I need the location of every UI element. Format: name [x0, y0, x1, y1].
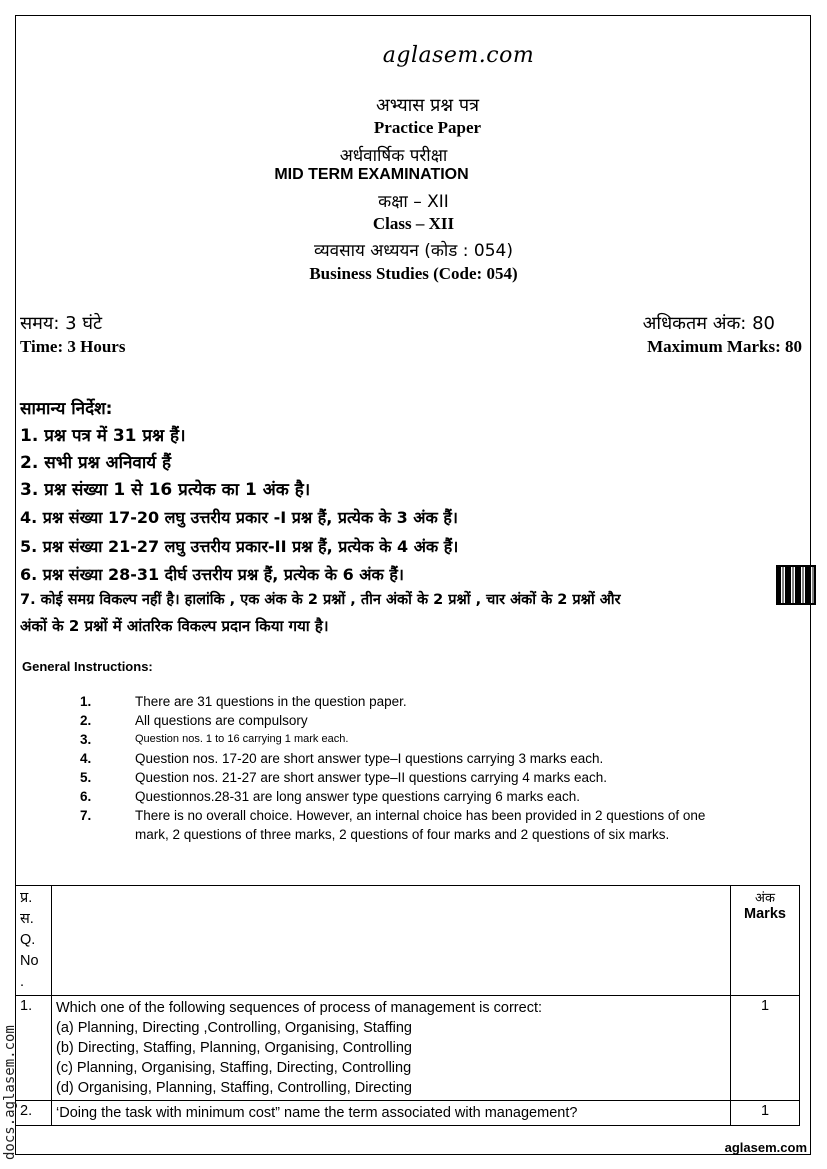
- list-item-text: Question nos. 1 to 16 carrying 1 mark each.: [135, 733, 349, 745]
- question-text: [52, 996, 731, 1101]
- header-no-line: Q.: [20, 932, 36, 948]
- subject-title: Business Studies (Code: 054): [309, 264, 518, 283]
- question-number: 2.: [16, 1101, 52, 1126]
- hindi-class: कक्षा – XII: [378, 192, 449, 212]
- time-english: Time: 3 Hours: [20, 337, 126, 356]
- hindi-instruction-6: 6. प्रश्न संख्या 28-31 दीर्घ उत्तरीय प्रश्न हैं, प्रत्येक के 6 अंक हैं।: [20, 565, 404, 584]
- question-number: 1.: [16, 996, 52, 1101]
- list-item-number: 2.: [80, 713, 92, 728]
- table-header-row: [16, 886, 800, 996]
- list-item-text: There are 31 questions in the question paper.: [135, 694, 407, 709]
- question-marks: 1: [731, 996, 800, 1101]
- hindi-instruction-7-cont: अंकों के 2 प्रश्नों में आंतरिक विकल्प प्रदान किया गया है।: [20, 617, 329, 635]
- list-item-number: 4.: [80, 751, 92, 766]
- exam-title: MID TERM EXAMINATION: [274, 166, 469, 183]
- list-item: [80, 749, 720, 768]
- list-item: [80, 711, 720, 730]
- question-line: Which one of the following sequences of process of management is correct:: [56, 1000, 543, 1016]
- hindi-instruction-3: 3. प्रश्न संख्या 1 से 16 प्रत्येक का 1 अंक है।: [20, 480, 311, 500]
- list-item-number: 5.: [80, 770, 92, 785]
- option-b: (b) Directing, Staffing, Planning, Organising, Controlling: [56, 1040, 412, 1056]
- marks-header: [731, 886, 800, 996]
- table-row: [16, 1101, 800, 1126]
- hindi-instruction-2: 2. सभी प्रश्न अनिवार्य हैं: [20, 453, 172, 473]
- list-item-number: 1.: [80, 694, 92, 709]
- site-logo: aglasem.com: [382, 43, 535, 68]
- marks-header-hindi: अंक: [755, 891, 775, 906]
- question-header-cell: [52, 886, 731, 996]
- question-line: ‘Doing the task with minimum cost” name the term associated with management?: [56, 1105, 578, 1121]
- list-item-number: 3.: [80, 732, 92, 747]
- option-d: (d) Organising, Planning, Staffing, Controlling, Directing: [56, 1080, 412, 1096]
- list-item: [80, 768, 720, 787]
- question-marks: 1: [731, 1101, 800, 1126]
- time-hindi: समय: 3 घंटे: [20, 313, 103, 334]
- list-item: [80, 730, 720, 749]
- header-no-line: स.: [20, 911, 34, 927]
- header-no-line: प्र.: [20, 890, 33, 906]
- header-no-line: No: [20, 953, 39, 969]
- option-c: (c) Planning, Organising, Staffing, Directing, Controlling: [56, 1060, 412, 1076]
- option-a: (a) Planning, Directing ,Controlling, Organising, Staffing: [56, 1020, 412, 1036]
- list-item-text: All questions are compulsory: [135, 713, 308, 728]
- list-item: [80, 692, 720, 711]
- list-item-number: 7.: [80, 808, 92, 823]
- hindi-exam-title: अर्धवार्षिक परीक्षा: [339, 146, 448, 166]
- hindi-instruction-1: 1. प्रश्न पत्र में 31 प्रश्न हैं।: [20, 426, 186, 446]
- list-item-text: There is no overall choice. However, an internal choice has been provided in 2 questions of one mark, 2 questions of three marks, 2 questions of four marks and 2 questions of six marks.: [135, 808, 706, 842]
- question-number-header: [16, 886, 52, 996]
- hindi-subject: व्यवसाय अध्ययन (कोड : 054): [313, 241, 514, 261]
- hindi-instructions-heading: सामान्य निर्देश:: [20, 399, 113, 419]
- list-item-number: 6.: [80, 789, 92, 804]
- practice-paper-title: Practice Paper: [373, 118, 482, 137]
- header-no-line: .: [20, 974, 25, 990]
- qr-code-icon: [776, 565, 816, 605]
- side-watermark: docs.aglasem.com: [2, 1025, 18, 1160]
- general-instructions-heading: General Instructions:: [22, 659, 153, 674]
- list-item: [80, 787, 720, 806]
- max-marks-hindi: अधिकतम अंक: 80: [642, 313, 775, 334]
- list-item: [80, 806, 720, 844]
- class-title: Class – XII: [372, 214, 455, 233]
- max-marks-english: Maximum Marks: 80: [647, 337, 802, 356]
- hindi-instruction-5: 5. प्रश्न संख्या 21-27 लघु उत्तरीय प्रकार-II प्रश्न हैं, प्रत्येक के 4 अंक हैं।: [20, 537, 459, 556]
- hindi-paper-title: अभ्यास प्रश्न पत्र: [375, 95, 480, 116]
- marks-header-english: Marks: [744, 906, 786, 922]
- list-item-text: Question nos. 21-27 are short answer type–II questions carrying 4 marks each.: [135, 770, 607, 785]
- hindi-instruction-7: 7. कोई समग्र विकल्प नहीं है। हालांकि , एक अंक के 2 प्रश्नों , तीन अंकों के 2 प्रश्नों , चार अंकों के 2 प्रश्नों और: [20, 592, 621, 608]
- list-item-text: Question nos. 17-20 are short answer type–I questions carrying 3 marks each.: [135, 751, 604, 766]
- question-table: [15, 885, 800, 1126]
- hindi-instruction-4: 4. प्रश्न संख्या 17-20 लघु उत्तरीय प्रकार -I प्रश्न हैं, प्रत्येक के 3 अंक हैं।: [20, 508, 458, 527]
- general-instructions-list: [80, 692, 720, 844]
- list-item-text: Questionnos.28-31 are long answer type questions carrying 6 marks each.: [135, 789, 580, 804]
- table-row: [16, 996, 800, 1101]
- footer-site-link[interactable]: aglasem.com: [724, 1140, 807, 1155]
- question-text: [52, 1101, 731, 1126]
